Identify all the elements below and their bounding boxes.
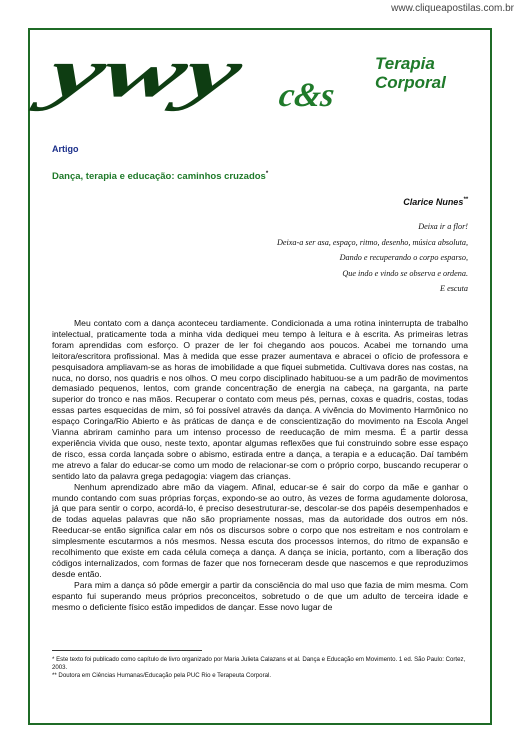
article-title — [52, 171, 268, 182]
footnote: * Este texto foi publicado como capítulo de livro organizado por Maria Julieta Calazans et al. Dança e Educação em Movimento. 1 ed. São Paulo: Cortez, 2003. — [52, 656, 466, 671]
poem-line: E escuta — [440, 284, 468, 293]
title-footnote-mark: * — [265, 171, 269, 177]
tagline-line2: Corporal — [375, 73, 446, 92]
body-paragraph: Meu contato com a dança aconteceu tardiamente. Condicionada a uma rotina ininterrupta de trabalho intelectual, praticamente toda a minha vida dediquei meu tempo à leitura e à escrita. As primeiras letras foram aprendidas com esforço. O prazer de ler foi chegando aos poucos. Acabei me tornando uma leitora/escritora profissional. Mas à medida que esse prazer aumentava e abracei o ofício de professora e pesquisadora ampliavam-se as horas de imobilidade a que fiquei submetida. Cultivava dores nas costas, na nuca, no dorso, nos quadris e nos olhos. O meu corpo disciplinado habituou-se a um padrão de movimentos demasiado pequenos, lentos, com grande concentração de energia na cabeça, na garganta, na parte superior do tronco e nas mãos. Recuperar o contato com meus pés, pernas, coxas e quadris, costas, todas essas partes esquecidas de mim, só foi possível através da dança. A vivência do Movimento Harmônico no espaço Coringa/Rio Abierto e às práticas de dança e de conscientização do movimento na Escola Angel Vianna abriram caminho para um intenso processo de reeducação de mim mesma. É a partir dessa experiência vivida que ouso, neste texto, apontar algumas reflexões que fui construindo sobre esse espaço de risco, essa corda lançada sobre o abismo, estirada entre a dança, a terapia e a educação. Daí também me atrevo a falar do educar-se como um modo de relacionar-se com o próprio corpo, buscando recuperar o sentido lato da palavra grega pedagogia: viagem das crianças. — [52, 318, 468, 481]
footnote: ** Doutora em Ciências Humanas/Educação pela PUC Rio e Terapeuta Corporal. — [52, 672, 272, 679]
author-text: Clarice Nunes — [403, 197, 464, 207]
author-name — [403, 197, 468, 207]
site-url[interactable]: www.cliqueapostilas.com.br — [391, 3, 514, 14]
poem-line: Deixa ir a flor! — [418, 222, 468, 231]
article-title-text: Dança, terapia e educação: caminhos cruzados — [52, 171, 266, 183]
poem-line: Deixa-a ser asa, espaço, ritmo, desenho, música absoluta, — [276, 237, 468, 247]
poem-line: Dando e recuperando o corpo esparso, — [339, 253, 468, 262]
epigraph-poem — [138, 219, 468, 297]
brand-logo — [40, 34, 358, 114]
author-footnote-mark: ** — [463, 197, 468, 203]
poem-line: Que indo e vindo se observa e ordena. — [342, 268, 468, 278]
tagline-line1: Terapia — [375, 54, 435, 73]
svg-text:c&s: c&s — [276, 77, 337, 114]
svg-text:ywy: ywy — [40, 34, 169, 112]
section-label: Artigo — [52, 144, 79, 154]
body-paragraph: Nenhum aprendizado abre mão da viagem. Afinal, educar-se é sair do corpo da mãe e ganhar o mundo contando com suas próprias forças, expondo-se ao outro, às vezes de forma agudamente dolorosa, já que para sentir o corpo, acordá-lo, é preciso desestruturar-se, descolar-se dos papéis desempenhados e de todas aquelas palavras que não são propriamente nossas, mas da autoridade dos outros em nós. Reeducar-se então significa calar em nós os discursos sobre o corpo que nos estreitam e nos controlam e simplesmente escutarmos a nós mesmos. Nessa escuta dos processos internos, do ritmo de expansão e recolhimento que existe em cada célula começa a dança. A dança se inicia, portanto, com a liberação dos códigos internalizados, com formas de fazer que nos forneceram desde que nascemos e que reproduzimos desde então. — [52, 481, 468, 579]
footnotes — [52, 656, 472, 680]
brand-tagline — [375, 54, 446, 92]
body-paragraph: Para mim a dança só pôde emergir a partir da consciência do mal uso que fazia de mim mesma. Com espanto fui superando meus próprios preconceitos, sobretudo o de que um adulto de terceira idade e mesmo o deficiente físico estão impedidos de dançar. Esse novo lugar de — [52, 579, 468, 612]
footnote-divider — [52, 650, 202, 651]
article-body — [52, 318, 468, 612]
